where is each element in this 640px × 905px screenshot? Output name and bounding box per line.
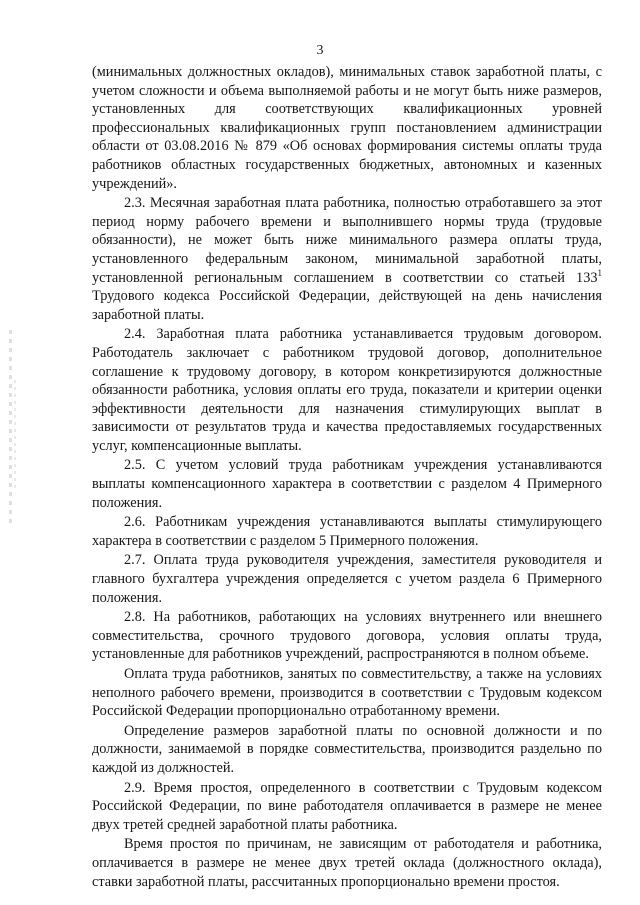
paragraph-part-time-pay: Оплата труда работников, занятых по совместительству, а также на условиях неполного рабочего времени, производится в соответствии с Трудовым кодексом Российской Федерации пропорционально отработанному времени. xyxy=(92,666,602,720)
margin-scan-artifact xyxy=(9,330,12,525)
paragraph-2-9: 2.9. Время простоя, определенного в соответствии с Трудовым кодексом Российской Федерации, по вине работодателя оплачивается в размере не менее двух третей средней заработной платы работника. xyxy=(92,779,602,833)
paragraph-2-3 xyxy=(92,194,602,324)
paragraph-2-8: 2.8. На работников, работающих на условиях внутреннего или внешнего совместительства, срочного трудового договора, условия оплаты труда, установленные для работников учреждений, распространяются в полном объеме. xyxy=(92,609,602,663)
page-number: 3 xyxy=(316,43,324,58)
margin-scan-artifact-secondary xyxy=(14,380,16,490)
article-superscript: 1 xyxy=(597,267,602,278)
document-body xyxy=(92,63,602,891)
paragraph-2-4: 2.4. Заработная плата работника устанавливается трудовым договором. Работодатель заключает с работником трудовой договор, дополнительное соглашение к трудовому договору, в котором конкретизируются должностные обязанности работника, условия оплаты его труда, показатели и критерии оценки эффективности деятельности для назначения стимулирующих выплат в зависимости от результатов труда и качества предоставляемых государственных услуг, компенсационные выплаты. xyxy=(92,326,602,454)
paragraph-continuation: (минимальных должностных окладов), минимальных ставок заработной платы, с учетом сложности и объема выполняемой работы и не могут быть ниже размеров, установленных для соответствующих квалификационных уровней профессиональных квалификационных групп постановлением администрации области от 03.08.2016 № 879 «Об основах формирования системы оплаты труда работников областных государственных бюджетных, автономных и казенных учреждений». xyxy=(92,64,602,192)
paragraph-2-6: 2.6. Работникам учреждения устанавливаются выплаты стимулирующего характера в соответствии с разделом 5 Примерного положения. xyxy=(92,514,602,549)
paragraph-2-3-text: 2.3. Месячная заработная плата работника, полностью отработавшего за этот период норму рабочего времени и выполнившего нормы труда (трудовые обязанности), не может быть ниже минимального размера оплаты труда, установленного федеральным законом, минимальной заработной платы, установленной региональным соглашением в соответствии со статьей 133 xyxy=(92,195,602,286)
paragraph-2-5: 2.5. С учетом условий труда работникам учреждения устанавливаются выплаты компенсационного характера в соответствии с разделом 4 Примерного положения. xyxy=(92,457,602,511)
paragraph-downtime-pay: Время простоя по причинам, не зависящим от работодателя и работника, оплачивается в размере не менее двух третей оклада (должностного оклада), ставки заработной платы, рассчитанных пропорционально времени простоя. xyxy=(92,836,602,890)
paragraph-2-7: 2.7. Оплата труда руководителя учреждения, заместителя руководителя и главного бухгалтера учреждения определяется с учетом раздела 6 Примерного положения. xyxy=(92,552,602,606)
paragraph-2-3-text-end: Трудового кодекса Российской Федерации, действующей на день начисления заработной платы. xyxy=(92,288,602,323)
paragraph-salary-determination: Определение размеров заработной платы по основной должности и по должности, занимаемой в порядке совместительства, производится раздельно по каждой из должностей. xyxy=(92,722,602,776)
